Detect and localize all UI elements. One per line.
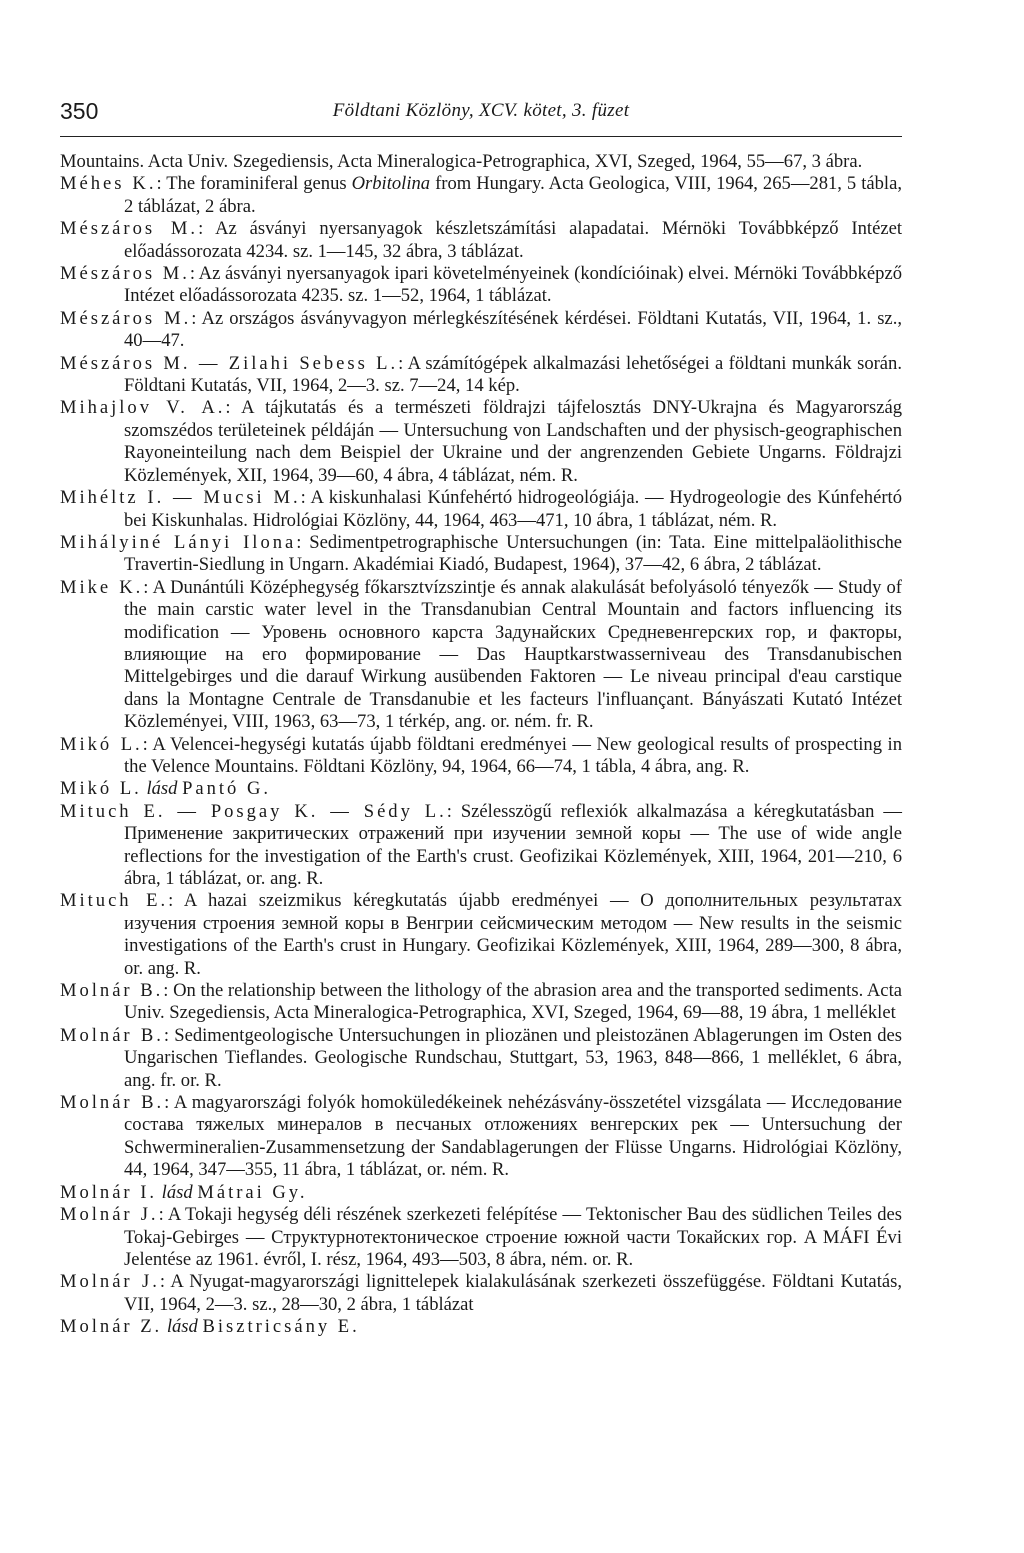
reference-entry <box>60 487 902 532</box>
entry-cross-reference: Bisztricsány E. <box>202 1316 360 1338</box>
reference-entry <box>60 1271 902 1316</box>
entry-author: Molnár B. <box>60 1092 165 1114</box>
reference-entry <box>60 1025 902 1092</box>
entry-text: : A Nyugat-magyarországi lignittelepek kialakulásának szerkezeti összefüggése. Földtani Kutatás, VII, 1964, 2—3. sz., 28—30, 2 ábra, 1 táblázat <box>124 1271 902 1315</box>
page-number: 350 <box>60 98 99 124</box>
reference-entry <box>60 1092 902 1182</box>
reference-entry <box>60 980 902 1025</box>
reference-entry <box>60 1182 902 1204</box>
entry-author: Méhes K. <box>60 173 157 195</box>
entry-text: : Az országos ásványvagyon mérlegkészítésének kérdései. Földtani Kutatás, VII, 1964, 1. sz., 40—47. <box>124 307 902 352</box>
running-head: Földtani Közlöny, XCV. kötet, 3. füzet <box>332 100 630 121</box>
reference-entry <box>60 778 902 800</box>
entry-text: : A Tokaji hegység déli részének szerkezeti felépítése — Tektonischer Bau des südlichen Teiles des Tokaj-Gebirges — Структурнотектоническое строение южной части Токайских гор. A MÁFI Évi Jelentése az 1961. évről, I. rész, 1964, 493—503, 8 ábra, ném. or. R. <box>124 1204 902 1270</box>
reference-entry <box>60 263 902 308</box>
entry-author: Mészáros M. — Zilahi Sebess L. <box>60 352 399 374</box>
entry-author: Molnár J. <box>60 1204 159 1226</box>
entry-author: Molnár J. <box>60 1271 160 1293</box>
entry-italic: Orbitolina <box>351 173 431 195</box>
entry-text: : A magyarországi folyók homoküledékeinek nehézásvány-összetétel vizsgálata — Исследование состава тяжелых минералов в песчаных отложениях венгерских рек — Untersuchung der Schwermineralien-Zusammensetzung der Sandablagerungen der Flüsse Ungarns. Hidrológiai Közlöny, 44, 1964, 347—355, 11 ábra, 1 táblázat, or. ném. R. <box>124 1092 902 1181</box>
reference-entry <box>60 801 902 891</box>
entry-author: Mészáros M. <box>60 307 192 329</box>
entry-text: Mountains. Acta Univ. Szegediensis, Acta Mineralogica-Petrographica, XVI, Szeged, 1964, 55—67, 3 ábra. <box>60 151 863 172</box>
entry-author: Mészáros M. <box>60 218 199 240</box>
entry-italic: lásd <box>161 1181 193 1203</box>
entry-cross-reference: Pantó G. <box>182 778 271 800</box>
entry-author: Molnár B. <box>60 1024 164 1046</box>
entry-text: : A Velencei-hegységi kutatás újabb földtani eredményei — New geological results of prospecting in the Velence Mountains. Földtani Közlöny, 94, 1964, 66—74, 1 tábla, 4 ábra, ang. R. <box>124 733 903 777</box>
reference-entry <box>60 532 902 577</box>
entry-text: : Sedimentpetrographische Untersuchungen (in: Tata. Eine mittelpaläolithische Travertin-Siedlung in Ungarn. Akadémiai Kiadó, Budapest, 1964), 37—42, 6 ábra, 2 táblázat. <box>124 531 902 576</box>
entry-text: : A hazai szeizmikus kéregkutatás újabb eredményei — О дополнительных результатах изучения строения земной коры в Венгрии сейсмическим методом — New results in the seismic investigations of the Earth's crust in Hungary. Geofizikai Közlemények, XIII, 1964, 289—300, 8 ábra, or. ang. R. <box>124 890 902 979</box>
entry-author: Mihályiné Lányi Ilona <box>60 531 297 553</box>
entry-text: : A tájkutatás és a természeti földrajzi tájfelosztás DNY-Ukrajna és Magyarország szomszédos területeinek példáján — Untersuchung von Landschaften und der physisch-geographischen Rayoneinteilung nach dem Beispiel der Ukraine und der angrenzenden Gebiete Ungarns. Földrajzi Közlemények, XII, 1964, 39—60, 4 ábra, 4 táblázat, ném. R. <box>124 397 902 486</box>
page <box>60 96 902 1339</box>
reference-entry <box>60 397 902 487</box>
entry-text: : Sedimentgeologische Untersuchungen in pliozänen und pleistozänen Ablagerungen im Osten des Ungarischen Tieflandes. Geologische Rundschau, Stuttgart, 53, 1963, 848—866, 1 melléklet, 6 ábra, ang. fr. or. R. <box>124 1024 902 1091</box>
entry-text: : Szélesszögű reflexiók alkalmazása a kéregkutatásban — Применение закритических отражений при изучении земной коры — The use of wide angle reflections for the investigation of the Earth's crust. Geofizikai Közlemények, XIII, 1964, 201—210, 6 ábra, 1 táblázat, or. ang. R. <box>124 800 902 889</box>
entry-author: Mészáros M. <box>60 263 190 285</box>
entry-text: : A számítógépek alkalmazási lehetőségei a földtani munkák során. Földtani Kutatás, VII, 1964, 2—3. sz. 7—24, 14 kép. <box>124 352 903 397</box>
entry-author: Molnár I. <box>60 1181 158 1203</box>
entry-italic: lásd <box>146 778 178 800</box>
entry-text: : A kiskunhalasi Kúnfehértó hidrogeológiája. — Hydrogeologie des Kúnfehértó bei Kiskunhalas. Hidrológiai Közlöny, 44, 1964, 463—471, 10 ábra, 1 táblázat, ném. R. <box>124 487 902 531</box>
entry-text: : Az ásványi nyersanyagok ipari követelményeinek (kondícióinak) elvei. Mérnöki Továbbképző Intézet előadássorozata 4235. sz. 1—52, 1964, 1 táblázat. <box>124 263 902 307</box>
entry-author: Mituch E. — Posgay K. — Sédy L. <box>60 800 447 822</box>
entry-author: Mihéltz I. — Mucsi M. <box>60 487 301 509</box>
entry-text: : A Dunántúli Középhegység főkarsztvízszintje és annak alakulását befolyásoló tényezők — Study of the main carstic water level in the Transdanubian Central Mountain and factors influencing its modification — Уровень основного карста Задунайских Средневенгерских гор, и факторы, влияющие на его формирование — Das Hauptkarstwasserniveau des Transdanubischen Mittelgebirges und die darauf Wirkung ausübenden Faktoren — Le niveau principal d'eau carstique dans la Montagne Centrale de Transdanubie et les facteurs l'influançant. Bányászati Kutató Intézet Közleményei, VIII, 1963, 63—73, 1 térkép, ang. or. ném. fr. R. <box>124 576 902 733</box>
reference-entry <box>60 1204 902 1271</box>
reference-entry <box>60 1316 902 1338</box>
entry-author: Mihajlov V. A. <box>60 397 226 419</box>
entry-author: Molnár Z. <box>60 1316 163 1338</box>
reference-entry <box>60 353 902 398</box>
reference-entry <box>60 890 902 980</box>
entry-author: Mike K. <box>60 576 144 598</box>
reference-entry <box>60 218 902 263</box>
entry-text: : The foraminiferal genus <box>156 173 352 195</box>
entry-text: : Az ásványi nyersanyagok készletszámítási alapadatai. Mérnöki Továbbképző Intézet előadássorozata 4234. sz. 1—145, 32 ábra, 3 táblázat. <box>124 218 902 262</box>
reference-entry <box>60 308 902 353</box>
reference-entry <box>60 173 902 218</box>
entry-author: Mituch E. <box>60 890 169 912</box>
reference-entry <box>60 151 902 173</box>
entry-author: Molnár B. <box>60 980 164 1002</box>
reference-entry <box>60 734 902 779</box>
reference-list <box>60 151 902 1339</box>
reference-entry <box>60 577 902 734</box>
entry-author: Mikó L. <box>60 778 142 800</box>
entry-italic: lásd <box>166 1316 198 1338</box>
entry-cross-reference: Mátrai Gy. <box>197 1181 308 1203</box>
entry-text: : On the relationship between the lithology of the abrasion area and the transported sediments. Acta Univ. Szegediensis, Acta Mineralogica-Petrographica, XVI, Szeged, 1964, 69—88, 19 ábra, 1 melléklet <box>124 980 902 1024</box>
entry-text-continued: from Hungary. Acta Geologica, VIII, 1964, 265—281, 5 tábla, 2 táblázat, 2 ábra. <box>124 173 902 217</box>
page-header <box>60 96 902 137</box>
entry-author: Mikó L. <box>60 733 143 755</box>
